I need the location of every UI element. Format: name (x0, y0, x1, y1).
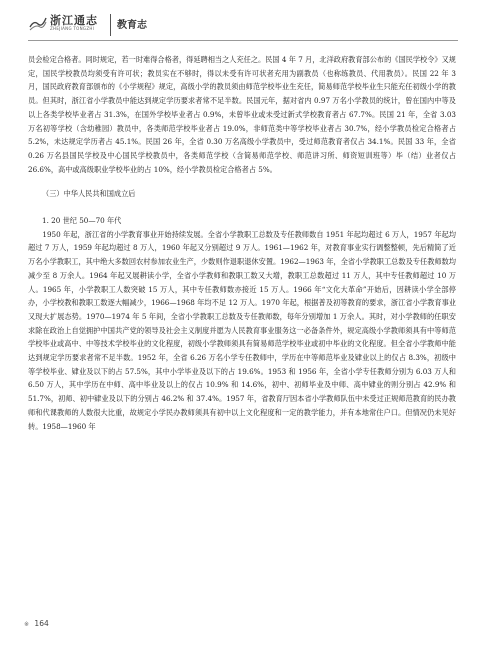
logo-title: 浙江通志 (50, 14, 98, 27)
header-rule (28, 40, 458, 41)
page-body (28, 53, 456, 433)
paragraph: 员会检定合格者。同时规定，若一时难得合格者，得延聘相当之人充任之。民国 4 年 7 月，北洋政府教育部公布的《国民学校令》又规定，国民学校教员均须受有许可状；教员实在不够时，得以未受有许可状者充用为副教员（也称练教员、代用教员）。民国 22 年 3 月，国民政府教育部颁布的《小学规程》规定，高级小学的教员须由师范学校毕业生充任，简易师范学校毕业生只能充任初级小学的教员。但其时，浙江省小学教员中能达到规定学历要求者常不足半数。民国元年，据对省内 0.97 万名小学教员的统计，曾在国内中等及以上各类学校毕业者占 31.3%，在国外学校毕业者占 0.9%，未曾毕业或未受过新式学校教育者占 67.7%。民国 21 年，全省 3.03 万名初等学校（含幼稚园）教员中，各类师范学校毕业者占 19.0%，非师范类中等学校毕业者占 30.7%，经小学教员检定合格者占 5.2%，未达规定学历者占 45.1%。民国 26 年，全省 0.30 万名高级小学教员中，受过师范教育者仅占 34.1%。民国 33 年，全省 0.26 万名县国民学校及中心国民学校教员中，各类师范学校（含简易师范学校、师范讲习所、师资短训班等）毕（结）业者仅占 26.6%，高中或高级职业学校毕业的占 10%，经小学教员检定合格者占 5%。 (28, 55, 456, 174)
paragraph: 1950 年起，浙江省的小学教育事业开始持续发展。全省小学教职工总数及专任教师数自 1951 年起均超过 6 万人，1957 年起均超过 7 万人，1959 年起均超过 8 万人，1960 年起又分别超过 9 万人。1961—1962 年，对教育事业实行调整整顿，先后精简了近万名小学教职工，其中绝大多数回农村参加农业生产，少数则作退职退休安置。1962—1963 年，全省小学教职工总数及专任教师数均减少至 8 万余人。1964 年起又展耕读小学，全省小学教师和教职工数又大增，教职工总数超过 11 万人，其中专任教师超过 10 万人。1965 年，小学教职工人数突破 15 万人，其中专任教师数亦接近 15 万人。1966 年“文化大革命”开始后，因耕读小学全部停办，小学校教和教职工数逐大幅减少，1966—1968 年均不足 12 万人。1970 年起，根据普及初等教育的要求，浙江省小学教育事业又现大扩展态势。1970—1974 年 5 年间，全省小学教职工总数及专任教师数，每年分别增加 1 万余人。其时，对小学教师的任职安求除在政治上自觉拥护中国共产党的领导及社会主义制度并愿为人民教育事业服务这一必备条件外，规定高级小学教师须具有中等师范学校毕业或高中、中等技术学校毕业的文化程度，初级小学教师须具有简易师范学校毕业或初中毕业的文化程度。但全省小学教师中能达到规定学历要求者常不足半数。1952 年，全省 6.26 万名小学专任教师中，学历在中等师范毕业及肄业以上的仅占 8.3%，初级中等学校毕业、肄业及以下的占 57.5%，其中小学毕业及以下的占 19.6%。1953 和 1956 年，全省小学专任教师分别为 6.03 万人和 6.50 万人，其中学历在中师、高中毕业及以上的仅占 10.9% 和 14.6%，初中、初师毕业及中师、高中肄业的则分别占 42.9% 和 51.7%，初师、初中肄业及以下的分别占 46.2% 和 37.4%。1957 年，省教育厅因本省小学教师队伍中未受过正规师范教育的民办教师和代课教师的人数很大比重，故规定小学民办教师须具有初中以上文化程度和一定的教学能力，并有本地常住户口。但情况仍未见好转。1958—1960 年 (28, 229, 456, 431)
logo-emblem-icon (28, 12, 48, 32)
page-number: 164 (34, 619, 49, 628)
page-footer (24, 619, 49, 628)
footer-mark: ※ (24, 621, 30, 628)
page-header (28, 10, 458, 44)
logo-subtitle: ZHEJIANG TONGZHI (50, 26, 95, 31)
section-heading: （三）中华人民共和国成立后 (42, 189, 136, 199)
header-divider (110, 14, 111, 36)
section-title: 教育志 (117, 20, 147, 31)
sub-heading: 1. 20 世纪 50—70 年代 (42, 216, 122, 226)
